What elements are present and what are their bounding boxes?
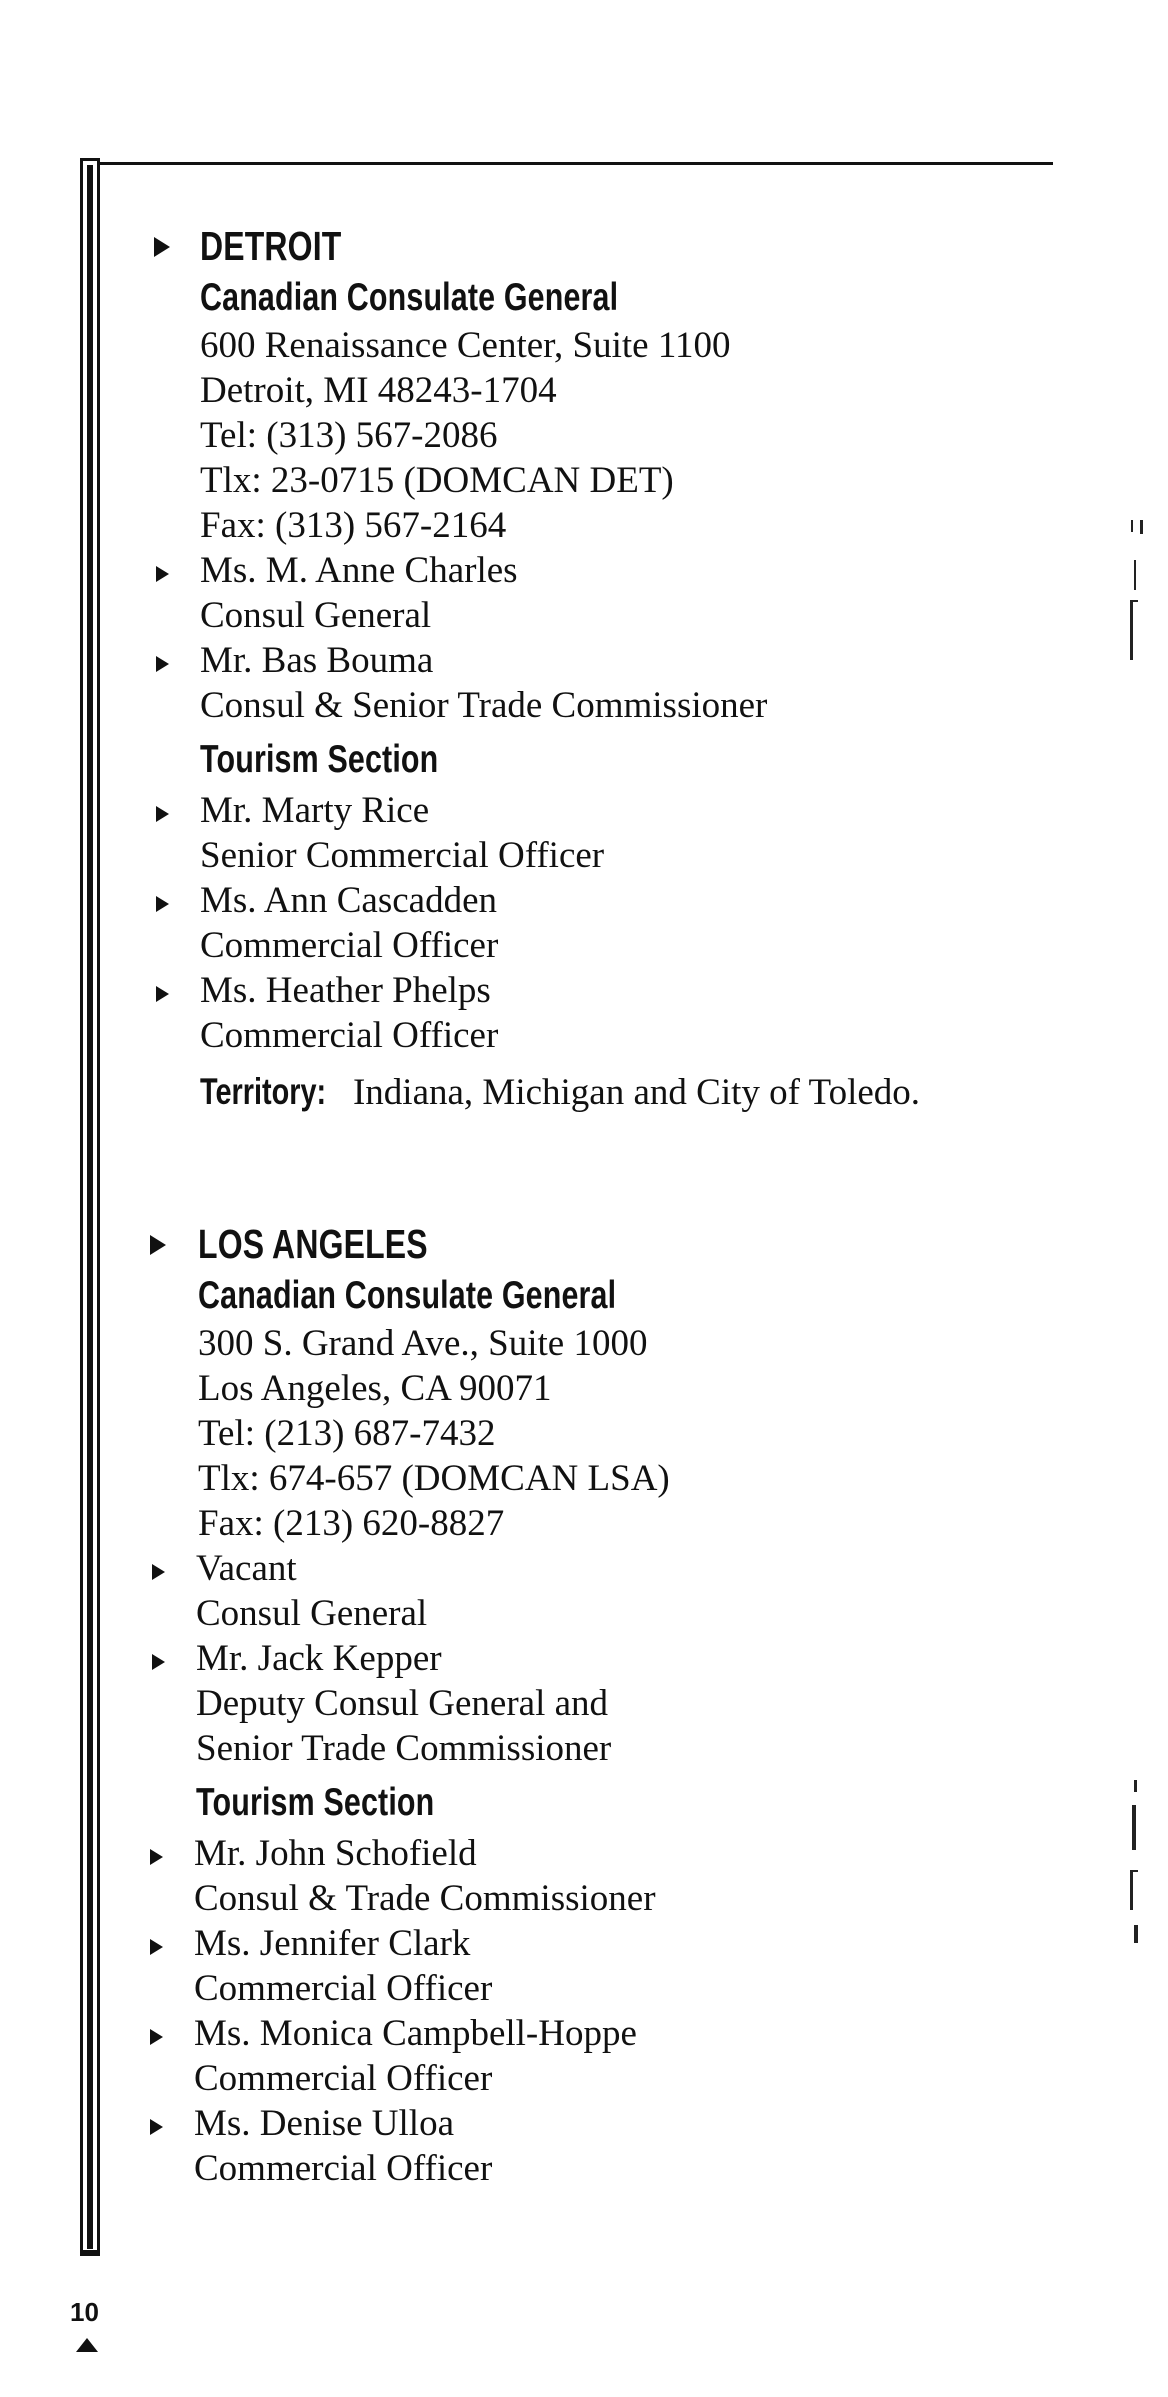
left-margin-bar xyxy=(80,158,100,2256)
address-line: 600 Renaissance Center, Suite 1100 xyxy=(200,325,731,366)
city-heading: LOS ANGELES xyxy=(198,1221,428,1267)
staff-name: Ms. Jennifer Clark xyxy=(194,1923,471,1964)
scan-mark xyxy=(1130,600,1138,602)
staff-title: Commercial Officer xyxy=(194,2148,493,2189)
scan-mark xyxy=(1132,1805,1136,1850)
staff-title: Consul & Trade Commissioner xyxy=(194,1878,656,1919)
territory-line xyxy=(200,1070,920,1115)
staff-title: Commercial Officer xyxy=(194,1968,493,2009)
scan-mark xyxy=(1130,600,1133,660)
office-heading: Canadian Consulate General xyxy=(198,1274,617,1317)
person-bullet-icon xyxy=(156,806,169,822)
staff-name: Ms. Denise Ulloa xyxy=(194,2103,454,2144)
staff-title-continued: Senior Trade Commissioner xyxy=(196,1728,612,1769)
up-arrow-icon xyxy=(76,2338,98,2352)
person-bullet-icon xyxy=(150,1849,163,1865)
person-bullet-icon xyxy=(150,2029,163,2045)
tourism-section-heading: Tourism Section xyxy=(196,1781,435,1824)
staff-name: Ms. M. Anne Charles xyxy=(200,550,518,591)
person-bullet-icon xyxy=(152,1564,165,1580)
left-bar-foot xyxy=(80,2250,100,2256)
left-bar-fill xyxy=(87,165,93,2249)
person-bullet-icon xyxy=(156,896,169,912)
staff-name: Ms. Monica Campbell-Hoppe xyxy=(194,2013,637,2054)
staff-name: Mr. John Schofield xyxy=(194,1833,477,1874)
scan-mark xyxy=(1140,520,1143,534)
tourism-section-heading: Tourism Section xyxy=(200,738,439,781)
telex-line: Tlx: 674-657 (DOMCAN LSA) xyxy=(198,1458,670,1499)
page-number: 10 xyxy=(70,2297,99,2327)
staff-title: Senior Commercial Officer xyxy=(200,835,605,876)
address-line: Los Angeles, CA 90071 xyxy=(198,1368,552,1409)
address-line: 300 S. Grand Ave., Suite 1000 xyxy=(198,1323,648,1364)
scan-mark xyxy=(1130,1870,1138,1872)
staff-title: Consul & Senior Trade Commissioner xyxy=(200,685,768,726)
fax-line: Fax: (313) 567-2164 xyxy=(200,505,507,546)
office-heading: Canadian Consulate General xyxy=(200,276,619,319)
fax-line: Fax: (213) 620-8827 xyxy=(198,1503,505,1544)
telex-line: Tlx: 23-0715 (DOMCAN DET) xyxy=(200,460,674,501)
address-line: Detroit, MI 48243-1704 xyxy=(200,370,557,411)
staff-title: Deputy Consul General and xyxy=(196,1683,609,1724)
city-bullet-icon xyxy=(154,237,170,257)
person-bullet-icon xyxy=(152,1654,165,1670)
person-bullet-icon xyxy=(150,1939,163,1955)
scan-mark xyxy=(1130,1870,1133,1910)
person-bullet-icon xyxy=(156,656,169,672)
staff-title: Commercial Officer xyxy=(194,2058,493,2099)
person-bullet-icon xyxy=(150,2119,163,2135)
city-bullet-icon xyxy=(150,1235,166,1255)
staff-title: Consul General xyxy=(200,595,432,636)
staff-title: Consul General xyxy=(196,1593,428,1634)
scan-mark xyxy=(1134,560,1136,590)
person-bullet-icon xyxy=(156,566,169,582)
phone-line: Tel: (213) 687-7432 xyxy=(198,1413,496,1454)
phone-line: Tel: (313) 567-2086 xyxy=(200,415,498,456)
staff-name: Ms. Ann Cascadden xyxy=(200,880,497,921)
scan-mark xyxy=(1131,520,1133,532)
staff-title: Commercial Officer xyxy=(200,1015,499,1056)
top-rule xyxy=(88,162,1053,165)
territory-text: Indiana, Michigan and City of Toledo. xyxy=(352,1072,921,1113)
staff-title: Commercial Officer xyxy=(200,925,499,966)
staff-name: Mr. Marty Rice xyxy=(200,790,430,831)
scan-mark xyxy=(1134,1925,1138,1943)
staff-name: Vacant xyxy=(196,1548,297,1589)
staff-name: Mr. Bas Bouma xyxy=(200,640,434,681)
person-bullet-icon xyxy=(156,986,169,1002)
territory-label: Territory: xyxy=(200,1071,327,1112)
staff-name: Mr. Jack Kepper xyxy=(196,1638,442,1679)
scan-mark xyxy=(1134,1780,1137,1792)
staff-name: Ms. Heather Phelps xyxy=(200,970,491,1011)
city-heading: DETROIT xyxy=(200,223,342,269)
